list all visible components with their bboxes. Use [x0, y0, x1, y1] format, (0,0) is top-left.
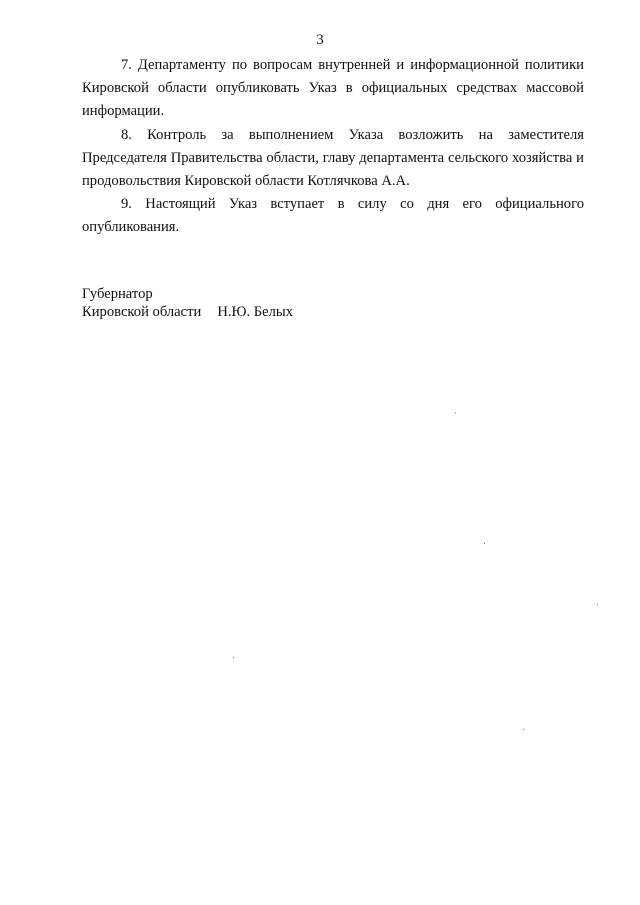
paragraph-7: 7. Департаменту по вопросам внутренней и информационной политики Кировской области опубликовать Указ в официальных средствах массовой информации. [82, 57, 584, 120]
paragraph-8: 8. Контроль за выполнением Указа возложить на заместителя Председателя Правительства области, главу департамента сельского хозяйства и продовольствия Кировской области Котлячкова А.А. [82, 126, 584, 190]
paragraph-9: 9. Настоящий Указ вступает в силу со дня его официального опубликования. [82, 196, 584, 236]
signature-block [82, 285, 293, 321]
scan-speck [455, 412, 456, 413]
signatory-name: Н.Ю. Белых [217, 304, 294, 320]
scan-speck [523, 729, 524, 730]
page-number: 3 [316, 32, 324, 48]
scan-speck [233, 657, 234, 658]
signatory-region: Кировской области [82, 304, 202, 320]
scan-speck [484, 543, 485, 544]
scan-speck [597, 604, 598, 605]
signatory-title-line1: Губернатор [82, 286, 153, 302]
decree-body [82, 54, 584, 240]
signatory-title-line2 [82, 303, 293, 321]
